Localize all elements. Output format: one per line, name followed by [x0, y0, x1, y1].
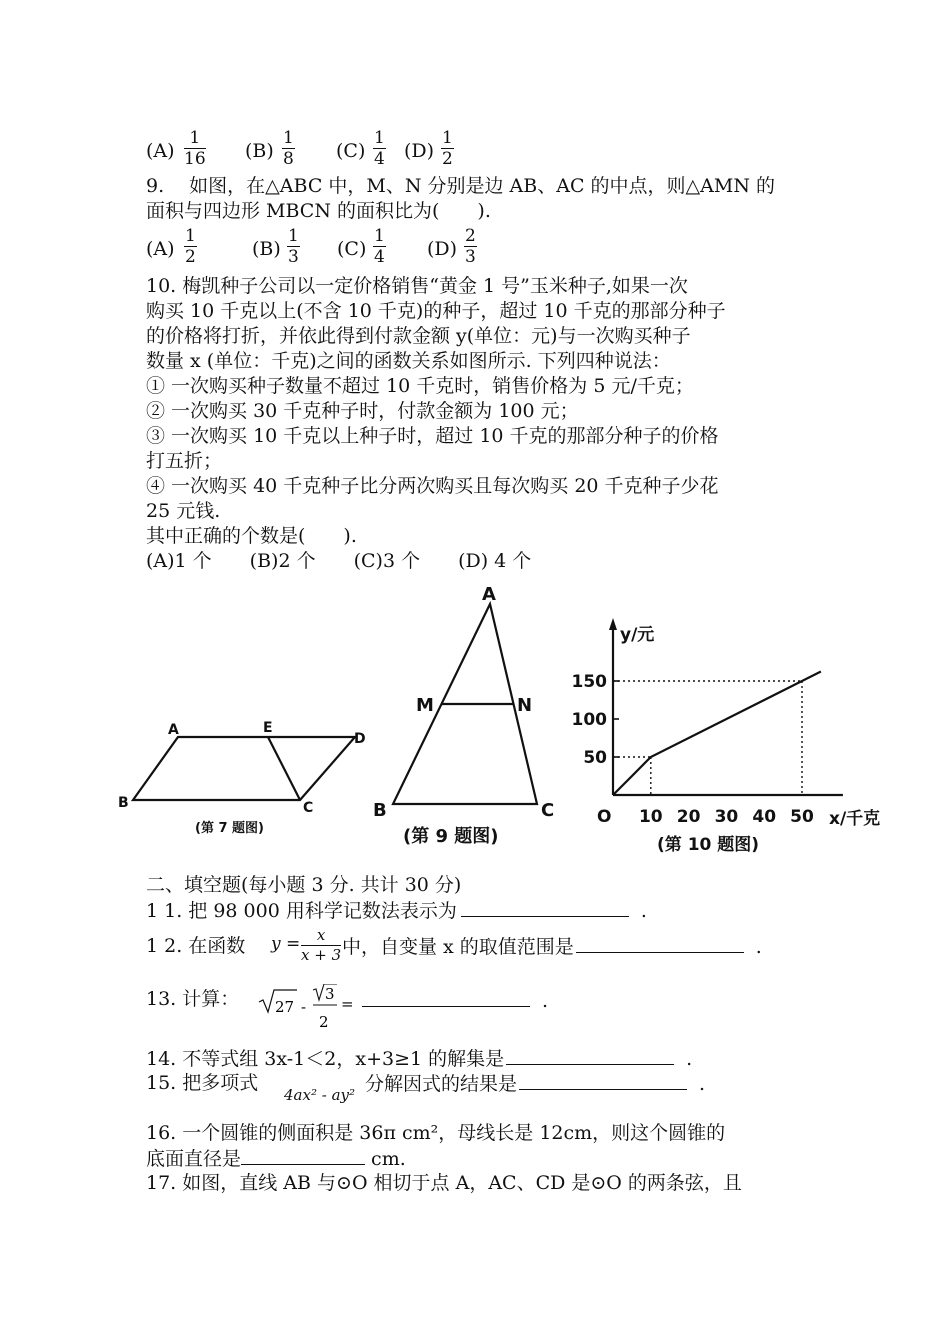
q16-line-1: 16. 一个圆锥的侧面积是 36π cm²，母线长是 12cm，则这个圆锥的	[146, 1122, 726, 1144]
q8-option-d-fraction: $\frac{1}{2}$	[442, 128, 453, 169]
q15-post	[365, 1071, 705, 1097]
q15-answer-blank[interactable]	[519, 1071, 687, 1090]
fig9-label-n: N	[517, 695, 533, 716]
q11	[146, 898, 647, 924]
fig7-label-e: E	[263, 720, 273, 736]
q13-minus: -	[301, 998, 307, 1016]
q13-period: .	[542, 990, 549, 1012]
q9-line-1: 9. 如图，在△ABC 中，M、N 分别是边 AB、AC 的中点，则△AMN 的	[146, 175, 775, 197]
q9-option-c-label: (C)	[337, 238, 367, 260]
q14-period: .	[686, 1048, 693, 1070]
fig7-label-c: C	[303, 800, 314, 816]
section-2-heading: 二、填空题(每小题 3 分. 共计 30 分)	[146, 874, 462, 896]
q15-text-pre: 15. 把多项式	[146, 1072, 259, 1094]
q10-question: 其中正确的个数是( ).	[146, 525, 357, 547]
q10-line-4: 数量 x (单位：千克)之间的函数关系如图所示. 下列四种说法：	[146, 350, 671, 372]
q9-option-d-label: (D)	[427, 238, 458, 260]
q13-equals: =	[341, 995, 354, 1013]
parallelogram-abcd	[133, 737, 355, 800]
figure-10-chart	[565, 612, 900, 862]
q12-answer-blank[interactable]	[576, 934, 744, 953]
segment-ec	[268, 737, 300, 800]
q12	[146, 934, 245, 959]
fig7-label-b: B	[118, 795, 129, 811]
fig9-label-b: B	[373, 800, 387, 821]
q13-denominator: 2	[319, 1013, 329, 1031]
chart-origin-label: O	[597, 807, 612, 827]
chart-tick-labels	[572, 672, 814, 827]
q8-option-a-label: (A)	[146, 140, 175, 162]
q10-line-1: 10. 梅凯种子公司以一定价格销售“黄金 1 号”玉米种子,如果一次	[146, 275, 688, 297]
q8-option-b-fraction: $\frac{1}{8}$	[283, 128, 294, 169]
fig9-caption: (第 9 题图)	[403, 826, 499, 847]
q17-line-1: 17. 如图，直线 AB 与⊙O 相切于点 A，AC、CD 是⊙O 的两条弦，且	[146, 1172, 742, 1194]
y-tick-label: 100	[571, 710, 607, 730]
q12-period: .	[755, 936, 762, 958]
q13-radicand-3: 3	[325, 985, 335, 1003]
y-axis-arrow	[609, 618, 617, 630]
q16-line-2	[146, 1146, 406, 1172]
q9-option-b-label: (B)	[252, 238, 281, 260]
q12-function-y: y =	[271, 934, 301, 954]
q13-expression	[255, 984, 355, 1040]
q9-option-c-fraction: $\frac{1}{4}$	[374, 226, 385, 267]
x-tick-label: 10	[638, 807, 663, 827]
q16-text-pre: 底面直径是	[146, 1148, 242, 1170]
q16-answer-blank[interactable]	[241, 1146, 365, 1165]
figure-9-triangle	[365, 582, 565, 854]
q12-text-post: 中，自变量 x 的取值范围是	[342, 936, 574, 958]
q11-period: .	[640, 900, 647, 922]
q13-answer-blank[interactable]	[362, 988, 530, 1007]
q8-option-c-fraction: $\frac{1}{4}$	[374, 128, 385, 169]
q14-text: 14. 不等式组 3x-1＜2，x+3≥1 的解集是	[146, 1048, 505, 1070]
x-tick-label: 20	[676, 807, 701, 827]
q10-options: (A)1 个 (B)2 个 (C)3 个 (D) 4 个	[146, 550, 532, 572]
fig9-label-m: M	[416, 695, 434, 716]
q10-statement-1: ① 一次购买种子数量不超过 10 千克时，销售价格为 5 元/千克；	[146, 375, 694, 397]
q10-statement-2: ② 一次购买 30 千克种子时，付款金额为 100 元；	[146, 400, 579, 422]
chart-x-axis-label: x/千克	[829, 809, 881, 829]
q8-option-c-label: (C)	[336, 140, 366, 162]
chart-caption: (第 10 题图)	[657, 835, 760, 855]
q11-text: 1 1. 把 98 000 用科学记数法表示为	[146, 900, 457, 922]
x-tick-label: 50	[790, 807, 814, 827]
q8-option-b-label: (B)	[245, 140, 274, 162]
q12-function-fraction: $\frac{x}{x + 3}$	[301, 926, 342, 964]
q11-answer-blank[interactable]	[461, 898, 629, 917]
q9-option-a-fraction: $\frac{1}{2}$	[185, 226, 196, 267]
chart-guide-lines	[613, 681, 802, 795]
q15-text-post: 分解因式的结果是	[365, 1073, 518, 1095]
q9-option-d-fraction: $\frac{2}{3}$	[465, 226, 476, 267]
chart-series	[613, 672, 821, 796]
q8-option-d-label: (D)	[404, 140, 435, 162]
x-tick-label: 30	[714, 807, 739, 827]
fig7-caption: (第 7 题图)	[195, 821, 264, 836]
y-tick-label: 150	[571, 672, 607, 692]
q9-option-b-fraction: $\frac{1}{3}$	[288, 226, 299, 267]
y-tick-label: 50	[583, 748, 607, 768]
series-payment-line	[613, 672, 821, 796]
fig7-label-a: A	[168, 722, 179, 738]
q15-period: .	[699, 1073, 706, 1095]
q13-answer	[362, 988, 548, 1014]
q15-polynomial: 4ax² - ay²	[284, 1086, 355, 1104]
fig9-label-c: C	[541, 800, 555, 821]
q10-statement-3-cont: 打五折；	[146, 450, 223, 472]
fig9-label-a: A	[482, 584, 496, 605]
chart-y-axis-label: y/元	[620, 625, 655, 645]
q9-line-2: 面积与四边形 MBCN 的面积比为( ).	[146, 200, 491, 222]
q10-statement-4-cont: 25 元钱.	[146, 500, 221, 522]
q9-option-a-label: (A)	[146, 238, 175, 260]
q12-text-pre: 1 2. 在函数	[146, 935, 246, 957]
q16-text-post: cm.	[365, 1148, 406, 1170]
q10-line-3: 的价格将打折，并依此得到付款金额 y(单位：元)与一次购买种子	[146, 325, 691, 347]
fig7-label-d: D	[354, 731, 366, 747]
q10-statement-3: ③ 一次购买 10 千克以上种子时，超过 10 千克的那部分种子的价格	[146, 425, 719, 447]
figure-7-parallelogram	[110, 715, 380, 845]
q13-radicand-27: 27	[275, 998, 295, 1016]
q10-statement-4: ④ 一次购买 40 千克种子比分两次购买且每次购买 20 千克种子少花	[146, 475, 719, 497]
q14-answer-blank[interactable]	[506, 1046, 674, 1065]
q12-post	[342, 934, 762, 960]
q10-line-2: 购买 10 千克以上(不含 10 千克)的种子，超过 10 千克的那部分种子	[146, 300, 726, 322]
q8-option-a-fraction: $\frac{1}{16}$	[184, 128, 206, 169]
q14	[146, 1046, 692, 1072]
x-tick-label: 40	[752, 807, 777, 827]
q13-text-pre: 13. 计算：	[146, 988, 240, 1010]
